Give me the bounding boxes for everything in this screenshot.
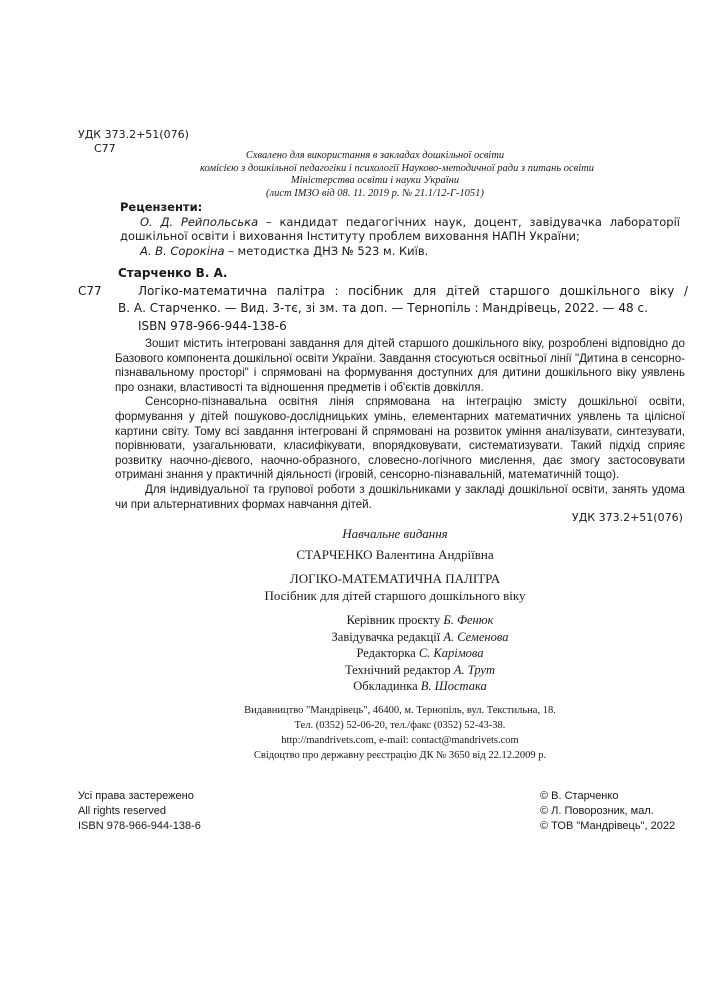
reviewers-heading: Рецензенти: bbox=[120, 200, 203, 214]
reviewer-1-name: О. Д. Рейпольська bbox=[140, 214, 259, 229]
edition-type: Навчальне видання bbox=[342, 526, 448, 541]
author-full-name: СТАРЧЕНКО Валентина Андріївна bbox=[296, 547, 494, 562]
catalog-line-2: В. А. Старченко. — Вид. 3-тє, зі зм. та доп. — Тернопіль : Мандрівець, 2022. — 48 с. bbox=[118, 301, 648, 315]
crew-item: Завідувачка редакції А. Семенова bbox=[331, 629, 509, 644]
approval-line: Міністерства освіти і науки України bbox=[290, 175, 460, 186]
approval-line: (лист ІМЗО від 08. 11. 2019 р. № 21.1/12-Г-1051) bbox=[266, 187, 484, 199]
annotation-paragraph: Для індивідуальної та групової роботи з дошкільниками у закладі дошкільної освіти, занять удома чи при альтернативних формах навчання дітей. bbox=[115, 482, 685, 511]
footer-right bbox=[540, 789, 675, 834]
publisher-line: Тел. (0352) 52-06-20, тел./факс (0352) 52-43-38. bbox=[294, 720, 506, 731]
catalog-line-1: Логіко-математична палітра : посібник для дітей старшого дошкільного віку / bbox=[138, 284, 688, 298]
crew-list bbox=[230, 612, 610, 695]
footer-left bbox=[78, 789, 201, 834]
annotation bbox=[115, 337, 685, 512]
publisher-line: Видавництво "Мандрівець", 46400, м. Тернопіль, вул. Текстильна, 18. bbox=[244, 705, 556, 716]
approval-line: комісією з дошкільної педагогіки і психології Науково-методичної ради з питань освіти bbox=[200, 162, 594, 174]
reviewers-block bbox=[120, 200, 680, 258]
annotation-paragraph: Сенсорно-пізнавальна освітня лінія спрямована на інтеграцію змісту дошкільної освіти, формування у дітей пошуково-дослідницьких умінь, елементарних математичних уявлень та цілісної картини світу. Тому всі завдання інтегровані й спрямовані на розвиток уміння аналізувати, синтезувати, порівнювати, узагальнювати, класифікувати, впорядковувати, систематизувати. Такий підхід сприяє розвитку наочно-дієвого, наочно-образного, словесно-логічного мислення, дає змогу застосовувати отримані знання у практичній діяльності (ігровій, сенсорно-пізнавальній, математичній тощо). bbox=[115, 395, 685, 482]
crew-item: Обкладинка В. Шостака bbox=[353, 679, 487, 693]
publisher-line: http://mandrivets.com, e-mail: contact@mandrivets.com bbox=[281, 735, 519, 746]
reviewer-1-text: – кандидат педагогічних наук, доцент, завідувачка лабораторії дошкільної освіти і виховання Інституту проблем виховання НАПН України; bbox=[120, 214, 680, 243]
udk-code: УДК 373.2+51(076) bbox=[78, 128, 189, 141]
book-subtitle: Посібник для дітей старшого дошкільного віку bbox=[264, 588, 526, 603]
reviewer-2-name: А. В. Сорокіна bbox=[140, 243, 225, 258]
footer-isbn: ISBN 978-966-944-138-6 bbox=[78, 820, 201, 832]
reviewer-1 bbox=[120, 215, 680, 244]
book-title: ЛОГІКО-МАТЕМАТИЧНА ПАЛІТРА bbox=[289, 571, 501, 586]
udk-bottom: УДК 373.2+51(076) bbox=[572, 511, 683, 524]
reviewer-2-text: – методистка ДНЗ № 523 м. Київ. bbox=[224, 243, 429, 258]
crew-item: Технічний редактор А. Трут bbox=[345, 662, 495, 677]
catalog-isbn: ISBN 978-966-944-138-6 bbox=[138, 319, 287, 333]
crew-item: Редакторка С. Карімова bbox=[356, 646, 484, 660]
copyright-publisher: © ТОВ "Мандрівець", 2022 bbox=[540, 820, 676, 832]
author-code: С77 bbox=[94, 142, 116, 155]
catalog-author: Старченко В. А. bbox=[118, 266, 228, 280]
rights-reserved-ua: Усі права застережено bbox=[78, 790, 194, 802]
publisher-line: Свідоцтво про державну реєстрацію ДК № 3650 від 22.12.2009 р. bbox=[253, 750, 547, 761]
approval-block bbox=[200, 150, 594, 200]
approval-line: Схвалено для використання в закладах дошкільної освіти bbox=[245, 150, 505, 161]
catalog-code: С77 bbox=[78, 284, 102, 298]
rights-reserved-en: All rights reserved bbox=[78, 805, 167, 817]
annotation-paragraph: Зошит містить інтегровані завдання для дітей старшого дошкільного віку, розроблені відповідно до Базового компонента дошкільної освіти України. Завдання стосуються освітньої лінії "Дитина в сенсорно-пізнавальному просторі" і спрямовані на формування доступних для дитини дошкільного віку уявлень про ознаки, властивості та відношення предметів і об'єктів довкілля. bbox=[115, 337, 685, 394]
reviewer-2 bbox=[120, 244, 680, 259]
publisher-info bbox=[210, 703, 590, 763]
copyright-author: © В. Старченко bbox=[540, 790, 619, 802]
crew-item: Керівник проєкту Б. Фенюк bbox=[346, 613, 494, 627]
copyright-illustrator: © Л. Поворозник, мал. bbox=[540, 805, 654, 817]
